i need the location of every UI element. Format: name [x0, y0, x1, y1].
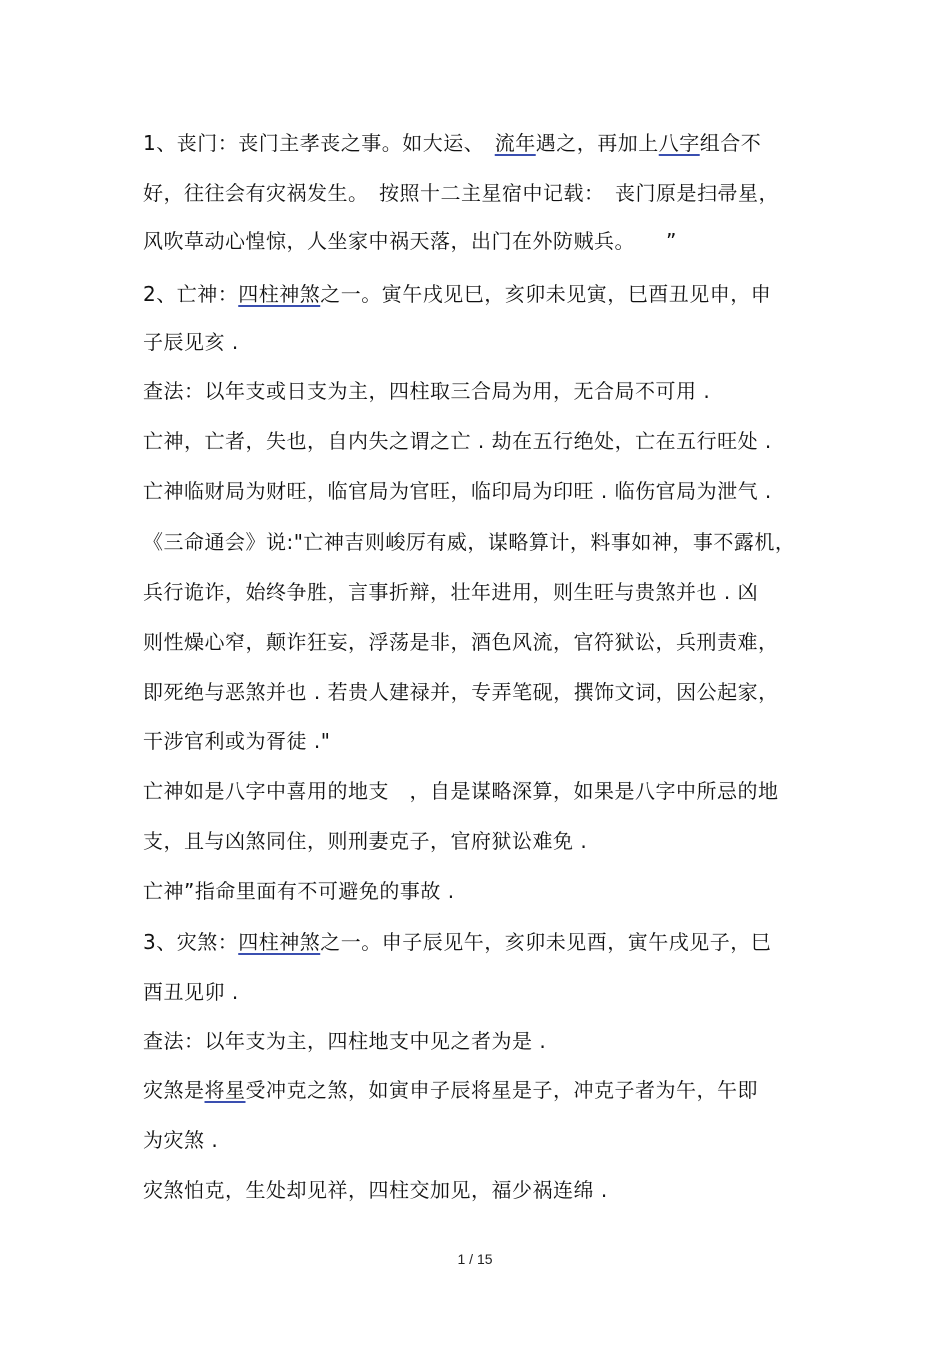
text-line: 灾煞怕克，生处却见祥，四柱交加见，福少祸连绵 . [143, 1178, 608, 1202]
text-line: 酉丑见卯 . [143, 980, 239, 1004]
text-line [143, 1077, 823, 1103]
text-line: 兵行诡诈，始终争胜，言事折辩，壮年进用，则生旺与贵煞并也 . 凶 [143, 580, 759, 604]
text-line: 亡神”指命里面有不可避免的事故 . [143, 879, 455, 903]
text-segment: 受冲克之煞，如寅申子辰将星是子，冲克子者为午，午即 [245, 1078, 758, 1102]
underlined-term[interactable]: 四柱神煞 [238, 930, 321, 954]
text-segment: 3、灾煞： [143, 930, 239, 954]
text-line: 查法：以年支或日支为主，四柱取三合局为用，无合局不可用 . [143, 379, 711, 403]
text-segment: 遇之，再加上 [535, 131, 659, 155]
text-line: 《三命通会》说:"亡神吉则峻厉有威，谋略算计，料事如神，事不露机， [143, 530, 796, 554]
page-number: 1 / 15 [457, 1251, 493, 1267]
text-segment: 灾煞是 [143, 1078, 205, 1102]
underlined-term[interactable]: 八字 [658, 131, 700, 155]
text-line [143, 281, 823, 307]
text-segment: 2、亡神： [143, 282, 239, 306]
text-line: 干涉官利或为胥徒 ." [143, 729, 331, 753]
text-line [143, 929, 823, 955]
text-line: 为灾煞 . [143, 1128, 219, 1152]
underlined-term[interactable]: 将星 [204, 1078, 246, 1102]
text-segment: 组合不 [699, 131, 762, 155]
text-line: 支，且与凶煞同住，则刑妻克子，官府狱讼难免 . [143, 829, 588, 853]
text-line: 风吹草动心惶惊，人坐家中祸天落，出门在外防贼兵。 ” [143, 229, 677, 253]
text-line: 则性燥心窄，颠诈狂妄，浮荡是非，酒色风流，官符狱讼，兵刑责难， [143, 630, 779, 654]
underlined-term[interactable]: 流年 [494, 131, 536, 155]
text-segment: 之一。申子辰见午，亥卯未见酉，寅午戌见子，巳 [320, 930, 772, 954]
text-line: 即死绝与恶煞并也 . 若贵人建禄并，专弄笔砚，撰饰文词，因公起家， [143, 680, 779, 704]
text-segment: 之一。寅午戌见巳，亥卯未见寅，巳酉丑见申，申 [320, 282, 772, 306]
text-segment: 1、丧门：丧门主孝丧之事。如大运、 [143, 131, 495, 155]
text-line: 亡神，亡者，失也，自内失之谓之亡 . 劫在五行绝处，亡在五行旺处 . [143, 429, 772, 453]
text-line: 亡神临财局为财旺，临官局为官旺，临印局为印旺 . 临伤官局为泄气 . [143, 479, 772, 503]
text-line: 查法：以年支为主，四柱地支中见之者为是 . [143, 1029, 547, 1053]
text-line: 好，往往会有灾祸发生。 按照十二主星宿中记载： 丧门原是扫帚星， [143, 181, 779, 205]
underlined-term[interactable]: 四柱神煞 [238, 282, 321, 306]
text-line: 子辰见亥 . [143, 330, 239, 354]
text-line: 亡神如是八字中喜用的地支 ，自是谋略深算，如果是八字中所忌的地 [143, 779, 779, 803]
text-line [143, 130, 823, 156]
